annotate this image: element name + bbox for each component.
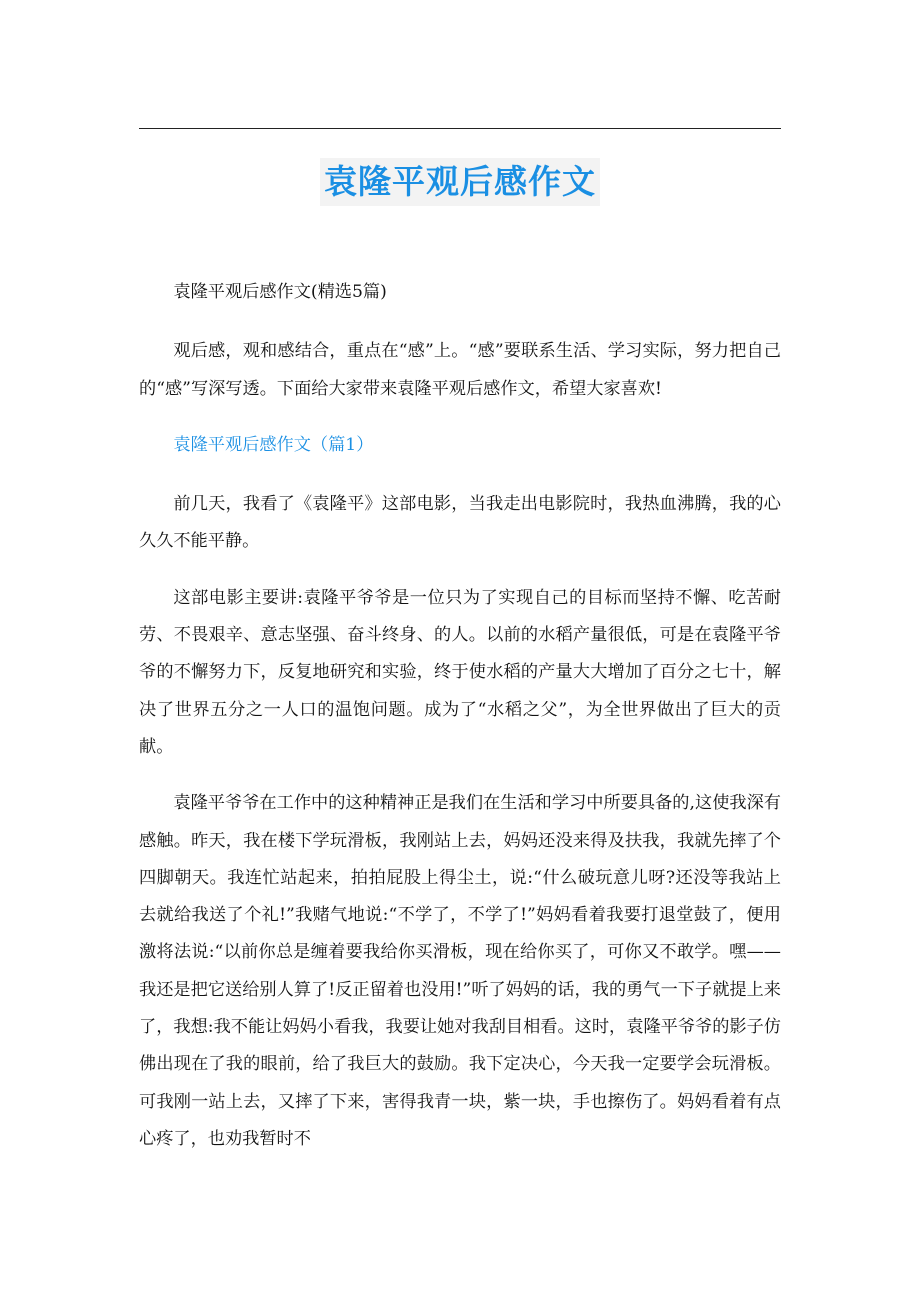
body-paragraph-1: 前几天，我看了《袁隆平》这部电影，当我走出电影院时，我热血沸腾，我的心久久不能平静。 <box>139 494 781 552</box>
header-rule <box>139 128 781 129</box>
body-paragraph-3: 袁隆平爷爷在工作中的这种精神正是我们在生活和学习中所要具备的,这使我深有感触。昨天，我在楼下学玩滑板，我刚站上去，妈妈还没来得及扶我，我就先摔了个四脚朝天。我连忙站起来，拍拍屁股上得尘土，说:“什么破玩意儿呀?还没等我站上去就给我送了个礼!”我赌气地说:“不学了，不学了!”妈妈看着我要打退堂鼓了，便用激将法说:“以前你总是缠着要我给你买滑板，现在给你买了，可你又不敢学。嘿——我还是把它送给别人算了!反正留着也没用!”听了妈妈的话，我的勇气一下子就提上来了，我想:我不能让妈妈小看我，我要让她对我刮目相看。这时，袁隆平爷爷的影子仿佛出现在了我的眼前，给了我巨大的鼓励。我下定决心，今天我一定要学会玩滑板。可我刚一站上去，又摔了下来，害得我青一块，紫一块，手也擦伤了。妈妈看着有点心疼了，也劝我暂时不 <box>139 793 781 1149</box>
body-paragraph-2: 这部电影主要讲:袁隆平爷爷是一位只为了实现自己的目标而坚持不懈、吃苦耐劳、不畏艰辛、意志坚强、奋斗终身、的人。以前的水稻产量很低，可是在袁隆平爷爷的不懈努力下，反复地研究和实验，终于使水稻的产量大大增加了百分之七十，解决了世界五分之一人口的温饱问题。成为了“水稻之父”，为全世界做出了巨大的贡献。 <box>139 587 781 757</box>
document-title: 袁隆平观后感作文 <box>320 158 600 206</box>
document-subtitle: 袁隆平观后感作文(精选5篇) <box>173 282 387 302</box>
title-container <box>0 158 920 206</box>
section-heading-1: 袁隆平观后感作文（篇1） <box>173 434 374 455</box>
intro-paragraph: 观后感，观和感结合，重点在“感”上。“感”要联系生活、学习实际，努力把自己的“感”写深写透。下面给大家带来袁隆平观后感作文，希望大家喜欢! <box>139 341 781 399</box>
document-body <box>139 274 781 1177</box>
